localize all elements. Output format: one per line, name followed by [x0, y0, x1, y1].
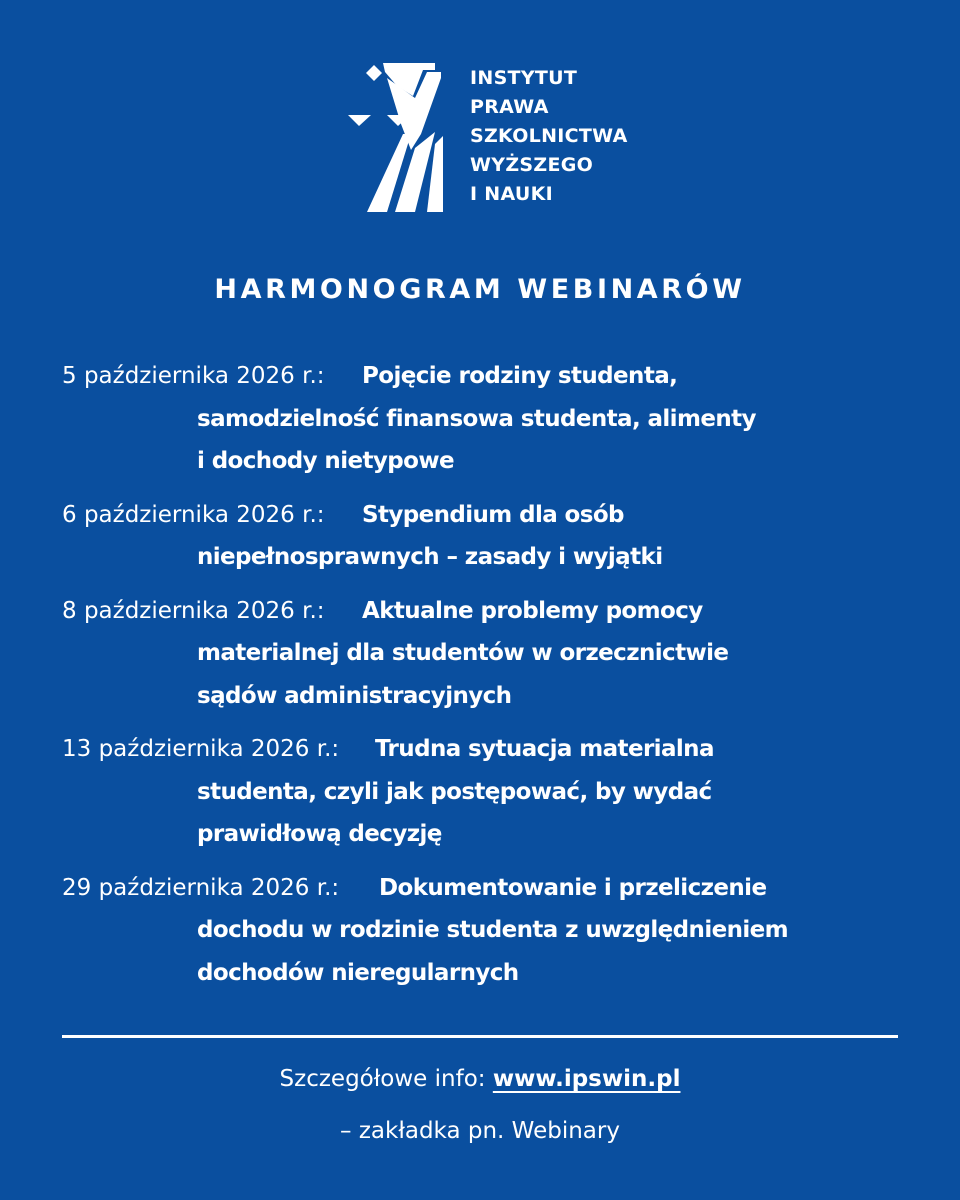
page-title: HARMONOGRAM WEBINARÓW: [214, 274, 746, 305]
entry-date: 13 października 2026 r.:: [62, 736, 340, 762]
topic-line: studenta, czyli jak postępować, by wydać: [197, 778, 712, 805]
logo-wordmark: [470, 64, 628, 209]
schedule-entry: [62, 355, 922, 483]
entry-date: 29 października 2026 r.:: [62, 874, 340, 901]
schedule-entry: [62, 728, 922, 856]
topic-line: samodzielność finansowa studenta, alimenty: [197, 405, 756, 432]
entry-date: 8 października 2026 r.:: [62, 597, 325, 624]
topic-line: Trudna sytuacja materialna: [375, 736, 714, 762]
entry-date: 5 października 2026 r.:: [62, 363, 325, 389]
topic-line: Dokumentowanie i przeliczenie: [379, 874, 767, 901]
topic-line: i dochody nietypowe: [197, 448, 454, 474]
institute-logo: [345, 60, 628, 220]
schedule-entry: [62, 494, 922, 579]
topic-line: Stypendium dla osób: [362, 501, 624, 528]
topic-line: dochodu w rodzinie studenta z uwzględnieniem: [197, 917, 789, 943]
logo-line: SZKOLNICTWA: [470, 125, 628, 147]
logo-line: INSTYTUT: [470, 67, 578, 89]
schedule-entry: [62, 590, 922, 718]
topic-line: Aktualne problemy pomocy: [362, 597, 703, 624]
logo-line: I NAUKI: [470, 183, 554, 205]
info-label: Szczegółowe info:: [279, 1066, 486, 1092]
entry-date: 6 października 2026 r.:: [62, 501, 325, 528]
divider: [62, 1035, 898, 1038]
logo-line: PRAWA: [470, 96, 549, 118]
topic-line: niepełnosprawnych – zasady i wyjątki: [197, 544, 663, 570]
topic-line: materialnej dla studentów w orzecznictwie: [197, 640, 729, 666]
webinar-schedule: [62, 355, 922, 994]
topic-line: prawidłową decyzję: [197, 821, 442, 847]
schedule-entry: [62, 867, 922, 995]
footer-info: [0, 1066, 960, 1092]
logo-emblem-icon: [345, 60, 455, 220]
topic-line: dochodów nieregularnych: [197, 959, 519, 986]
footer-tab-note: – zakładka pn. Webinary: [340, 1118, 620, 1144]
logo-line: WYŻSZEGO: [470, 154, 594, 176]
topic-line: sądów administracyjnych: [197, 682, 512, 709]
website-link[interactable]: www.ipswin.pl: [492, 1066, 681, 1092]
topic-line: Pojęcie rodziny studenta,: [362, 363, 678, 389]
